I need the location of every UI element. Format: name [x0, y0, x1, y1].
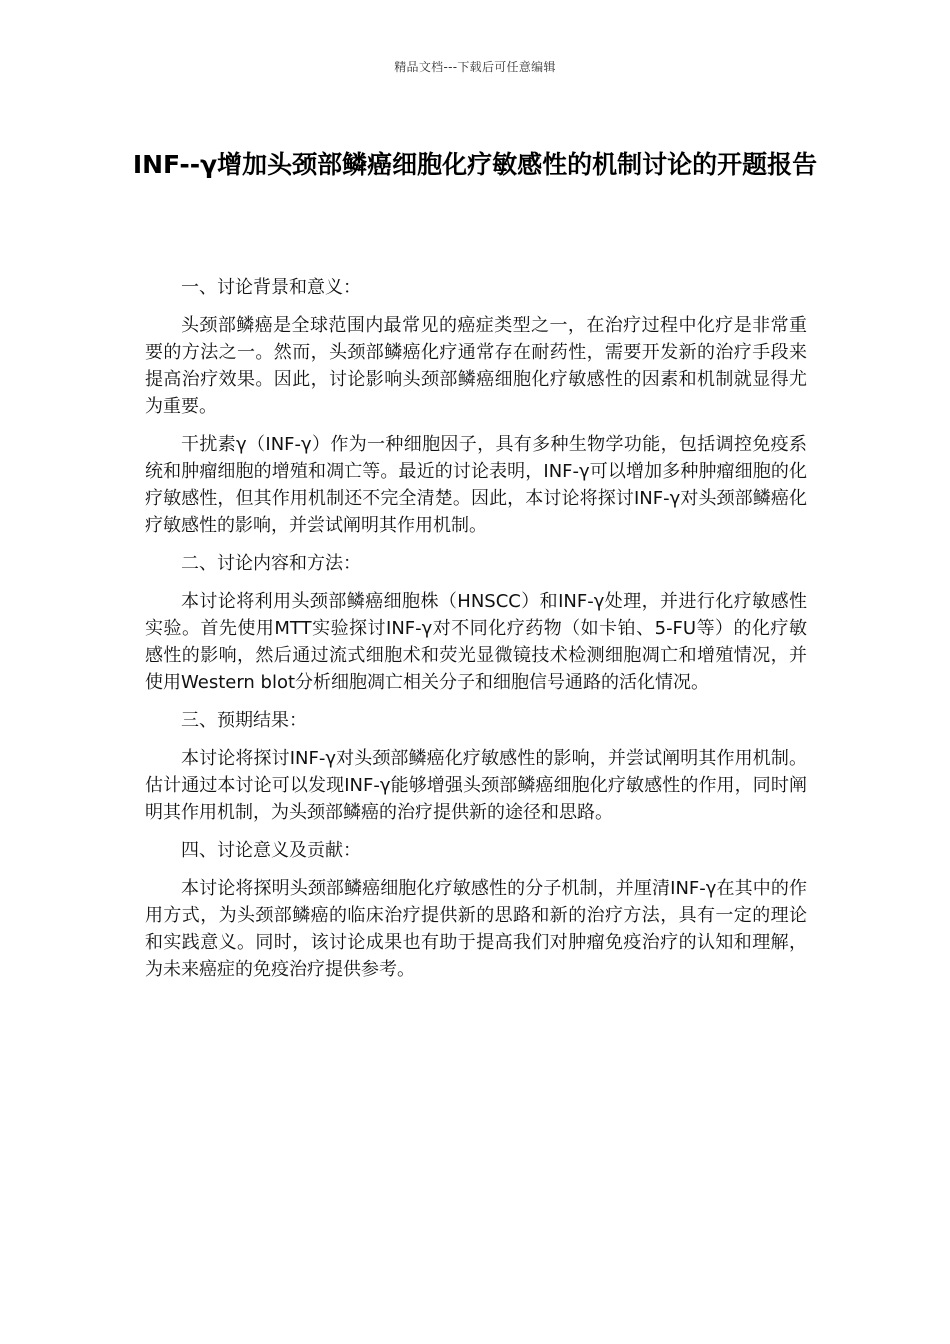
section-content-methods: [145, 550, 807, 696]
section-heading: 二、讨论内容和方法：: [181, 553, 361, 574]
page-header: 精品文档---下载后可任意编辑: [394, 60, 556, 74]
section-expected-results: [145, 707, 807, 826]
document-body: [145, 274, 807, 994]
paragraph: 本讨论将探讨INF-γ对头颈部鳞癌化疗敏感性的影响，并尝试阐明其作用机制。估计通过本讨论可以发现INF-γ能够增强头颈部鳞癌细胞化疗敏感性的作用，同时阐明其作用机制，为头颈部鳞癌的治疗提供新的途径和思路。: [145, 748, 807, 823]
paragraph: 头颈部鳞癌是全球范围内最常见的癌症类型之一，在治疗过程中化疗是非常重要的方法之一。然而，头颈部鳞癌化疗通常存在耐药性，需要开发新的治疗手段来提高治疗效果。因此，讨论影响头颈部鳞癌细胞化疗敏感性的因素和机制就显得尤为重要。: [145, 315, 807, 417]
section-background: [145, 274, 807, 539]
section-significance: [145, 837, 807, 983]
paragraph: 本讨论将探明头颈部鳞癌细胞化疗敏感性的分子机制，并厘清INF-γ在其中的作用方式，为头颈部鳞癌的临床治疗提供新的思路和新的治疗方法，具有一定的理论和实践意义。同时，该讨论成果也有助于提高我们对肿瘤免疫治疗的认知和理解，为未来癌症的免疫治疗提供参考。: [145, 878, 807, 980]
paragraph: 本讨论将利用头颈部鳞癌细胞株（HNSCC）和INF-γ处理，并进行化疗敏感性实验。首先使用MTT实验探讨INF-γ对不同化疗药物（如卡铂、5-FU等）的化疗敏感性的影响，然后通过流式细胞术和荧光显微镜技术检测细胞凋亡和增殖情况，并使用Western blot分析细胞凋亡相关分子和细胞信号通路的活化情况。: [145, 591, 807, 693]
section-heading: 四、讨论意义及贡献：: [181, 840, 361, 861]
section-heading: 三、预期结果：: [181, 710, 307, 731]
document-title: INF--γ增加头颈部鳞癌细胞化疗敏感性的机制讨论的开题报告: [132, 150, 818, 179]
section-heading: 一、讨论背景和意义：: [181, 277, 361, 298]
paragraph: 干扰素γ（INF-γ）作为一种细胞因子，具有多种生物学功能，包括调控免疫系统和肿瘤细胞的增殖和凋亡等。最近的讨论表明，INF-γ可以增加多种肿瘤细胞的化疗敏感性，但其作用机制还不完全清楚。因此，本讨论将探讨INF-γ对头颈部鳞癌化疗敏感性的影响，并尝试阐明其作用机制。: [145, 434, 807, 536]
